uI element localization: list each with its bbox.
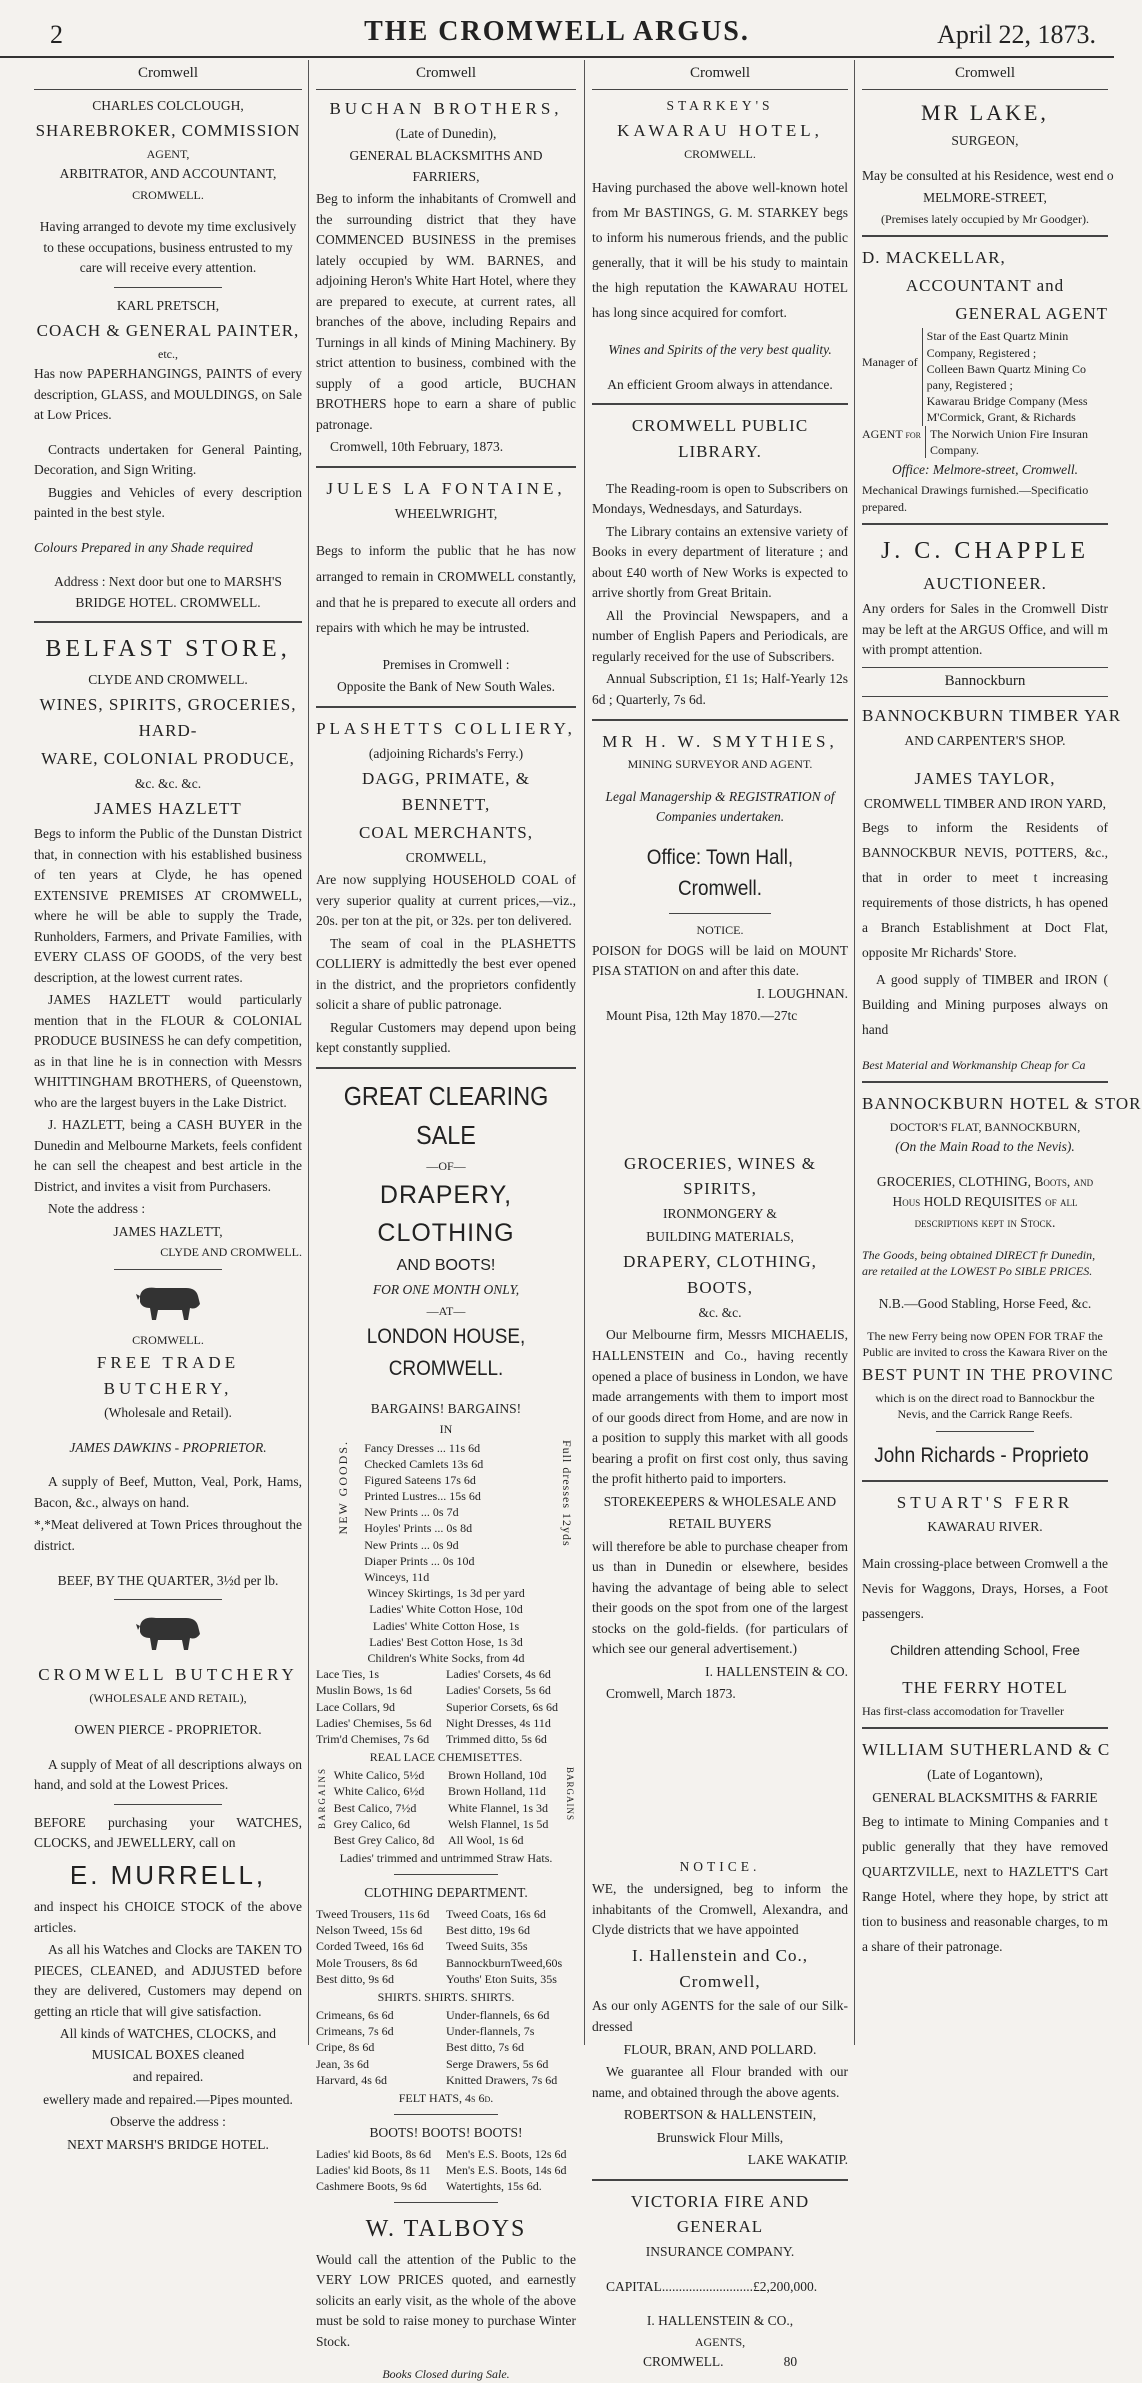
price-item: Printed Lustres... 15s 6d bbox=[364, 1489, 481, 1504]
ad-colclough: CHARLES COLCLOUGH, SHAREBROKER, COMMISSION AGENT, ARBITRATOR, AND ACCOUNTANT, CROMWELL. Having arranged to devote my time exclusively to these occupations, business entrusted to my care will receive every attention. bbox=[35, 97, 301, 276]
price-item: New Prints ... 0s 9d bbox=[364, 1537, 459, 1552]
price-item: Serge Drawers, 5s 6d bbox=[446, 2056, 549, 2071]
price-item: Tweed Coats, 16s 6d bbox=[446, 1906, 546, 1921]
column-heading: Cromwell bbox=[34, 60, 302, 90]
price-item: Jean, 3s 6d bbox=[316, 2056, 369, 2071]
price-row bbox=[316, 2162, 576, 2178]
ad-victoria-insurance: VICTORIA FIRE AND GENERAL INSURANCE COMPANY. CAPITAL...........................£2,200,000. I. HALLENSTEIN & CO., AGENTS, CROMWELL. 80 bbox=[606, 2191, 818, 2369]
price-item: Superior Corsets, 6s 6d bbox=[446, 1699, 558, 1714]
price-item: Nelson Tweed, 15s 6d bbox=[316, 1923, 423, 1938]
bull-illustration bbox=[130, 1608, 206, 1656]
price-row bbox=[334, 1816, 563, 1832]
price-item: Best ditto, 7s 6d bbox=[446, 2040, 525, 2055]
ad-plashetts-colliery: PLASHETTS COLLIERY, (adjoining Richards's Ferry.) DAGG, PRIMATE, & BENNETT, COAL MERCHANTS, CROMWELL, Are now supplying HOUSEHOLD COAL of very superior quality at current prices,—viz., 20s. per ton at the pit, or 32s. per ton delivered. The seam of coal in the PLASHETTS COLLIERY is admittedly the best ever opened in the district, and the proprietors confidently solicit a share of public patronage. Regular Customers may depend upon being kept constantly supplied. bbox=[316, 718, 576, 1056]
calico-block: BARGAINS White Calico, 5½d Brown Holland, 10d White Calico, 6½d Brown Holland, 11d Best Calico, 7½d White Flannel, 1s 3d Grey Calico, 6d Welsh Flannel, 1s 5d Best Grey Calico, 8d All Wool, 1s 6d BARGAINS bbox=[317, 1767, 575, 1848]
goods-list bbox=[352, 1440, 558, 1586]
price-item: Ladies' Best Cotton Hose, 1s 3d bbox=[369, 1634, 523, 1649]
price-item: White Calico, 6½d bbox=[333, 1784, 425, 1799]
ad-buchan-brothers: BUCHAN BROTHERS, (Late of Dunedin), GENERAL BLACKSMITHS AND FARRIERS, Beg to inform the inhabitants of Cromwell and the surrounding district that they have COMMENCED BUSINESS in the premises lately occupied by WM. BARNES, and adjoining Heron's White Hart Hotel, where they are prepared to execute, at current rates, all branches of the above, including Repairs and Turnings in all kinds of Mining Machinery. By strict attention to business, combined with the supply of a good article, BUCHAN BROTHERS hope to earn a share of public patronage. Cromwell, 10th February, 1873. bbox=[316, 98, 576, 455]
price-row bbox=[316, 1955, 576, 1971]
column-4 bbox=[856, 60, 1142, 2045]
price-row bbox=[316, 2007, 576, 2023]
column-heading: Bannockburn bbox=[862, 667, 1108, 698]
price-item: Under-flannels, 7s bbox=[446, 2024, 535, 2039]
price-item: Crimeans, 7s 6d bbox=[316, 2024, 394, 2039]
price-item: Children's White Socks, from 4d bbox=[367, 1650, 525, 1665]
bull-illustration bbox=[130, 1278, 206, 1326]
price-row bbox=[316, 1938, 576, 1954]
company-name: M'Cormick, Grant, & Richards bbox=[926, 410, 1076, 425]
price-item: Ladies' Chemises, 5s 6d bbox=[316, 1715, 432, 1730]
price-item: White Calico, 5½d bbox=[333, 1768, 425, 1783]
column-divider bbox=[308, 60, 309, 2045]
column-divider bbox=[854, 60, 855, 2045]
price-item: Muslin Bows, 1s 6d bbox=[316, 1683, 413, 1698]
ladies-list bbox=[316, 1666, 576, 1747]
price-item: Ladies' White Cotton Hose, 10d bbox=[369, 1602, 523, 1617]
price-item: Cripe, 8s 6d bbox=[316, 2040, 375, 2055]
column-2 bbox=[310, 60, 582, 2382]
ad-la-fontaine: JULES LA FONTAINE, WHEELWRIGHT, Begs to inform the public that he has now arranged to remain in CROMWELL constantly, and that he is prepared to execute all orders and repairs with which he may be intrusted. Premises in Cromwell : Opposite the Bank of New South Wales. bbox=[316, 478, 576, 695]
price-item: Harvard, 4s 6d bbox=[316, 2072, 387, 2087]
price-item: Cashmere Boots, 9s 6d bbox=[316, 2179, 427, 2194]
price-item: Mole Trousers, 8s 6d bbox=[316, 1955, 418, 1970]
price-item: Knitted Drawers, 7s 6d bbox=[446, 2072, 558, 2087]
price-item: Ladies' Corsets, 5s 6d bbox=[446, 1683, 551, 1698]
price-item: Welsh Flannel, 1s 5d bbox=[448, 1816, 549, 1831]
price-row bbox=[334, 1800, 563, 1816]
price-item: Checked Camlets 13s 6d bbox=[364, 1456, 484, 1471]
hosiery-list bbox=[316, 1585, 576, 1666]
ad-bannockburn-hotel: BANNOCKBURN HOTEL & STOR DOCTOR'S FLAT, BANNOCKBURN, (On the Main Road to the Nevis). GROCERIES, CLOTHING, Boots, and Hous HOLD REQUISITES of all descriptions kept in Stock. The Goods, being obtained DIRECT fr Dunedin, are retailed at the LOWEST Po SIBLE PRICES. N.B.—Good Stabling, Horse Feed, &c. The new Ferry being now OPEN FOR TRAF the Public are invited to cross the Kawara River on the BEST PUNT IN THE PROVINC which is on the direct road to Bannockbur the Nevis, and the Carrick Range Reefs. John Richards - Proprieto bbox=[862, 1094, 1142, 1467]
ad-stuarts-ferry: STUART'S FERR KAWARAU RIVER. Main crossing-place between Cromwell a the Nevis for Waggons, Drays, Horses, a Foot passengers. Children attending School, Free THE FERRY HOTEL Has first-class accomodation for Traveller bbox=[862, 1492, 1108, 1719]
ad-mr-lake: MR LAKE, SURGEON, May be consulted at his Residence, west end o MELMORE-STREET, (Premises lately occupied by Mr Goodger). bbox=[862, 99, 1114, 226]
company-name: Company, Registered ; bbox=[926, 345, 1037, 360]
ad-belfast-store: BELFAST STORE, CLYDE AND CROMWELL. WINES, SPIRITS, GROCERIES, HARD- WARE, COLONIAL PRODUCE, &c. &c. &c. JAMES HAZLETT Begs to inform the Public of the Dunstan District that, in connection with his established business of ten years at Clyde, he has opened EXTENSIVE PREMISES AT CROMWELL, where he will be able to supply the Trade, Runholders, Farmers, and Private Families, with EVERY CLASS OF GOODS, of the very best description, at the lowest current rates. JAMES HAZLETT would particularly mention that in the FLOUR & COLONIAL PRODUCE BUSINESS he can defy competition, as in that line he is in connection with Messrs WHITTINGHAM BROTHERS, of Queenstown, who are the largest buyers in the Lake District. J. HAZLETT, being a CASH BUYER in the Dunedin and Melbourne Markets, feels confident he can sell the cheapest and best article in the District, and invites a visit from Purchasers. Note the address : JAMES HAZLETT, CLYDE AND CROMWELL. bbox=[34, 636, 302, 1260]
price-row bbox=[334, 1832, 563, 1848]
ad-hallenstein-groceries: GROCERIES, WINES & SPIRITS, IRONMONGERY & BUILDING MATERIALS, DRAPERY, CLOTHING, BOOTS, &c. &c. Our Melbourne firm, Messrs MICHAELIS, HALLENSTEIN and Co., having recently opened a place of business in London, we have made arrangements with them to import most of our goods direct from Home, and are now in a position to supply this market with all goods bearing a profit on first cost only, thus saving the profit hitherto paid to importers. STOREKEEPERS & WHOLESALE AND RETAIL BUYERS will therefore be able to purchase cheaper from us than in Dunedin or elsewhere, besides having the advantage of being able to select their goods on the spot from one of the largest stocks on the gold-fields. (for particulars of which see our general advertisement.) I. HALLENSTEIN & CO. Cromwell, March 1873. bbox=[592, 1153, 848, 1702]
price-row bbox=[316, 1731, 576, 1747]
ad-kawarau-hotel: STARKEY'S KAWARAU HOTEL, CROMWELL. Having purchased the above well-known hotel from Mr BASTINGS, G. M. STARKEY begs to inform his numerous friends, and the public generally, that it will be his study to maintain the high reputation the KAWARAU HOTEL has long since acquired for comfort. Wines and Spirits of the very best quality. An efficient Groom always in attendance. bbox=[592, 97, 848, 392]
price-item: BannockburnTweed,60s bbox=[446, 1955, 563, 1970]
ad-great-clearing-sale: GREAT CLEARING SALE —OF— DRAPERY, CLOTHING AND BOOTS! FOR ONE MONTH ONLY, —AT— LONDON HOUSE, CROMWELL. BARGAINS! BARGAINS! IN NEW GOODS. Fancy Dresses ... 11s 6d Checked Camlets 13s 6d Figured Sateens 17s 6d Printed Lustres... 15s 6d New Prints ... 0s 7d Hoyles' Prints ... 0s 8d New Prints ... 0s 9d Diaper Prints ... 0s 10d Winceys, 11d Full dresses 12yds Wincey Skirtings, 1s 3d per yard Ladies' White Cotton Hose, 10d Ladies' White Cotton Hose, 1s Ladies' Best Cotton Hose, 1s 3d Children's White Socks, from 4d Lace Ties, 1s Ladies' Corsets, 4s 6d Muslin Bows, 1s 6d Ladies' Corsets, 5s 6d Lace Collars, 9d Superior Corsets, 6s 6d Ladies' Chemises, 5s 6d Night Dresses, 4s 11d Trim'd Chemises, 7s 6d Trimmed ditto, 5s 6d REAL LACE CHEMISETTES. BARGAINS White Calico, 5½d Brown Holland, 10d White Calico, 6½d Brown Holland, 11d Best Calico, 7½d White Flannel, 1s 3d Grey Calico, 6d Welsh Flannel, 1s 5d Best Grey Calico, 8d All Wool, 1s 6d BARGAINS Ladies' trimmed and untrimmed Straw Hats. CLOTHING DEPARTMENT. Tweed Trousers, 11s 6d Tweed Coats, 16s 6d Nelson Tweed, 15s 6d Best ditto, 19s 6d Corded Tweed, 16s 6d Tweed Suits, 35s Mole Trousers, 8s 6d BannockburnTweed,60s Best ditto, 9s 6d Youths' Eton Suits, 35s SHIRTS. SHIRTS. SHIRTS. Crimeans, 6s 6d Under-flannels, 6s 6d Crimeans, 7s 6d Under-flannels, 7s Cripe, 8s 6d Best ditto, 7s 6d Jean, 3s 6d Serge Drawers, 5s 6d Harvard, 4s 6d Knitted Drawers, 7s 6d FELT HATS, 4s 6d. BOOTS! BOOTS! BOOTS! Ladies' kid Boots, 8s 6d Men's E.S. Boots, 12s 6d Ladies' kid Boots, 8s 11 Men's E.S. Boots, 14s 6d Cashmere Boots, 9s 6d Watertights, 15s 6d. W. TALBOYS Would call the attention of the Public to the VERY LOW PRICES quoted, and earnestly solicits an early visit, as the whole of the above must be sold to raise money to purchase Winter Stock. Books Closed during Sale. bbox=[316, 1080, 576, 2382]
newspaper-title: THE CROMWELL ARGUS. bbox=[364, 16, 750, 47]
price-item: Fancy Dresses ... 11s 6d bbox=[364, 1440, 481, 1455]
price-row bbox=[316, 1715, 576, 1731]
price-row bbox=[316, 2072, 576, 2088]
new-goods-block: NEW GOODS. Fancy Dresses ... 11s 6d Checked Camlets 13s 6d Figured Sateens 17s 6d Printed Lustres... 15s 6d New Prints ... 0s 7d Hoyles' Prints ... 0s 8d New Prints ... 0s 9d Diaper Prints ... 0s 10d Winceys, 11d Full dresses 12yds bbox=[336, 1439, 574, 1585]
company-name: Kawarau Bridge Company (Mess bbox=[926, 394, 1088, 409]
ad-smythies: MR H. W. SMYTHIES, MINING SURVEYOR AND AGENT. Legal Managership & REGISTRATION of Companies undertaken. Office: Town Hall, Cromwell. bbox=[602, 731, 838, 901]
issue-date: April 22, 1873. bbox=[937, 20, 1096, 49]
price-item: Best ditto, 9s 6d bbox=[316, 1971, 395, 1986]
price-row bbox=[316, 1699, 576, 1715]
price-item: Men's E.S. Boots, 14s 6d bbox=[446, 2162, 567, 2177]
ad-flour-notice: NOTICE. WE, the undersigned, beg to inform the inhabitants of the Cromwell, Alexandra, and Clyde districts that we have appointed I. Hallenstein and Co., Cromwell, As our only AGENTS for the sale of our Silk-dressed FLOUR, BRAN, AND POLLARD. We guarantee all Flour branded with our name, and obtained through the above agents. ROBERTSON & HALLENSTEIN, Brunswick Flour Mills, LAKE WAKATIP. bbox=[592, 1858, 848, 2168]
price-item: Lace Collars, 9d bbox=[316, 1699, 395, 1714]
price-item: Youths' Eton Suits, 35s bbox=[446, 1971, 557, 1986]
price-item: Brown Holland, 10d bbox=[448, 1768, 547, 1783]
price-item: Tweed Suits, 35s bbox=[446, 1939, 528, 1954]
clothing-list bbox=[316, 1906, 576, 1987]
ad-free-trade-butchery: CROMWELL. FREE TRADE BUTCHERY, (Wholesale and Retail). JAMES DAWKINS - PROPRIETOR. A supply of Beef, Mutton, Veal, Pork, Hams, Bacon, &c., always on hand. *,*Meat delivered at Town Prices throughout the district. BEEF, BY THE QUARTER, 3½d per lb. bbox=[34, 1278, 302, 1591]
price-row bbox=[316, 1666, 576, 1682]
page-number: 2 bbox=[50, 20, 63, 49]
ad-pretsch: KARL PRETSCH, COACH & GENERAL PAINTER, etc., Has now PAPERHANGINGS, PAINTS of every description, GLASS, and MOULDINGS, on Sale at Low Prices. Contracts undertaken for General Painting, Decoration, and Sign Writing. Buggies and Vehicles of every description painted in the best style. Colours Prepared in any Shade required Address : Next door but one to MARSH'S BRIDGE HOTEL. CROMWELL. bbox=[34, 297, 302, 610]
agent-block: AGENT for The Norwich Union Fire Insuran Company. bbox=[862, 426, 1108, 458]
price-item: White Flannel, 1s 3d bbox=[448, 1800, 548, 1815]
manager-block: Manager of Star of the East Quartz Minin Company, Registered ; Colleen Bawn Quartz Mining Co pany, Registered ; Kawarau Bridge Company (Mess M'Cormick, Grant, & Richards bbox=[862, 329, 1088, 425]
masthead bbox=[0, 0, 1114, 58]
price-item: Ladies' kid Boots, 8s 6d bbox=[316, 2146, 432, 2161]
company-list bbox=[922, 328, 1088, 425]
price-item: Best ditto, 19s 6d bbox=[446, 1923, 531, 1938]
company-name: pany, Registered ; bbox=[926, 378, 1013, 393]
ad-poison-notice: NOTICE. POISON for DOGS will be laid on MOUNT PISA STATION on and after this date. I. LOUGHNAN. Mount Pisa, 12th May 1870.—27tc bbox=[592, 923, 848, 1024]
column-divider bbox=[584, 60, 585, 2045]
price-item: Men's E.S. Boots, 12s 6d bbox=[446, 2146, 567, 2161]
price-item: Diaper Prints ... 0s 10d bbox=[364, 1553, 475, 1568]
ad-timber-yard: BANNOCKBURN TIMBER YAR AND CARPENTER'S SHOP. JAMES TAYLOR, CROMWELL TIMBER AND IRON YARD, Begs to inform the Residents of BANNOCKBUR NEVIS, POTTERS, &c., that in order to meet t increasing requirements of those districts, h has opened a Branch Establishment at Doct Flat, opposite Mr Richards' Store. A good supply of TIMBER and IRON ( Building and Mining purposes always on hand Best Material and Workmanship Cheap for Ca bbox=[862, 706, 1122, 1072]
price-item: Crimeans, 6s 6d bbox=[316, 2008, 394, 2023]
ad-chapple: J. C. CHAPPLE AUCTIONEER. Any orders for Sales in the Cromwell Distr may be left at the ARGUS Office, and will m with prompt attention. bbox=[862, 537, 1108, 658]
column-3 bbox=[586, 60, 854, 2369]
price-item: Ladies' White Cotton Hose, 1s bbox=[372, 1618, 520, 1633]
price-row bbox=[316, 1682, 576, 1698]
shirts-list bbox=[316, 2007, 576, 2088]
price-item: Night Dresses, 4s 11d bbox=[446, 1715, 551, 1730]
price-item: Trimmed ditto, 5s 6d bbox=[446, 1731, 547, 1746]
price-row bbox=[316, 2146, 576, 2162]
ad-mackellar: D. MACKELLAR, ACCOUNTANT and GENERAL AGENT Manager of Star of the East Quartz Minin Company, Registered ; Colleen Bawn Quartz Mining Co pany, Registered ; Kawarau Bridge Company (Mess M'Cormick, Grant, & Richards AGENT for The Norwich Union Fire Insuran Company. Office: Melmore-street, Cromwell. Mechanical Drawings furnished.—Specificatio prepared. bbox=[862, 247, 1108, 514]
price-row bbox=[316, 2178, 576, 2194]
ad-murrell: BEFORE purchasing your WATCHES, CLOCKS, and JEWELLERY, call on E. MURRELL, and inspect his CHOICE STOCK of the above articles. As all his Watches and Clocks are TAKEN TO PIECES, CLEANED, and ADJUSTED before they are delivered, Customers may depend on getting an rticle that will give satisfaction. All kinds of WATCHES, CLOCKS, and MUSICAL BOXES cleaned and repaired. ewellery made and repaired.—Pipes mounted. Observe the address : NEXT MARSH'S BRIDGE HOTEL. bbox=[34, 1814, 302, 2152]
column-heading: Cromwell bbox=[862, 60, 1108, 90]
price-item: Trim'd Chemises, 7s 6d bbox=[316, 1731, 430, 1746]
price-row bbox=[316, 1971, 576, 1987]
company-name: Colleen Bawn Quartz Mining Co bbox=[926, 361, 1086, 376]
price-item: Lace Ties, 1s bbox=[316, 1667, 379, 1682]
price-item: All Wool, 1s 6d bbox=[448, 1833, 524, 1848]
price-row bbox=[316, 2039, 576, 2055]
price-item: Best Grey Calico, 8d bbox=[333, 1833, 435, 1848]
price-row bbox=[316, 2056, 576, 2072]
price-row bbox=[334, 1783, 563, 1799]
price-item: New Prints ... 0s 7d bbox=[364, 1505, 459, 1520]
boots-list bbox=[316, 2146, 576, 2195]
ad-public-library: CROMWELL PUBLIC LIBRARY. The Reading-room is open to Subscribers on Mondays, Wednesdays, and Saturdays. The Library contains an extensive variety of Books in every department of literature ; and about £40 worth of New Works is expected to arrive shortly from Great Britain. All the Provincial Newspapers, and a number of English Papers and Periodicals, are regularly received for the use of Subscribers. Annual Subscription, £1 1s; Half-Yearly 12s 6d ; Quarterly, 7s 6d. bbox=[592, 416, 848, 707]
price-item: Corded Tweed, 16s 6d bbox=[316, 1939, 424, 1954]
price-item: Grey Calico, 6d bbox=[333, 1816, 410, 1831]
column-heading: Cromwell bbox=[592, 60, 848, 90]
ad-sutherland: WILLIAM SUTHERLAND & C (Late of Logantown), GENERAL BLACKSMITHS & FARRIE Beg to intimate to Mining Companies and t public generally that they have removed QUARTZVILLE, next to HAZLETT'S Cart Range Hotel, where they hope, by strict att tion to business and reasonable charges, to m a share of their patronage. bbox=[862, 1740, 1111, 1955]
price-item: Watertights, 15s 6d. bbox=[446, 2179, 542, 2194]
price-item: Winceys, 11d bbox=[364, 1570, 430, 1585]
price-row bbox=[334, 1767, 563, 1783]
price-item: Figured Sateens 17s 6d bbox=[364, 1472, 476, 1487]
price-item: Ladies' Corsets, 4s 6d bbox=[446, 1667, 551, 1682]
price-row bbox=[316, 2023, 576, 2039]
price-item: Tweed Trousers, 11s 6d bbox=[316, 1906, 430, 1921]
price-item: Brown Holland, 11d bbox=[448, 1784, 546, 1799]
calico-list bbox=[330, 1767, 563, 1848]
price-item: Ladies' kid Boots, 8s 11 bbox=[316, 2162, 431, 2177]
price-row bbox=[316, 1922, 576, 1938]
column-heading: Cromwell bbox=[316, 60, 576, 90]
price-item: Hoyles' Prints ... 0s 8d bbox=[364, 1521, 473, 1536]
company-name: Star of the East Quartz Minin bbox=[926, 329, 1069, 344]
ad-cromwell-butchery: CROMWELL BUTCHERY (WHOLESALE AND RETAIL), OWEN PIERCE - PROPRIETOR. A supply of Meat of all descriptions always on hand, and sold at the Lowest Prices. bbox=[34, 1608, 302, 1796]
price-row bbox=[316, 1906, 576, 1922]
column-1 bbox=[28, 60, 308, 2152]
price-item: Under-flannels, 6s 6d bbox=[446, 2008, 550, 2023]
price-item: Best Calico, 7½d bbox=[333, 1800, 417, 1815]
price-item: Wincey Skirtings, 1s 3d per yard bbox=[367, 1586, 525, 1601]
